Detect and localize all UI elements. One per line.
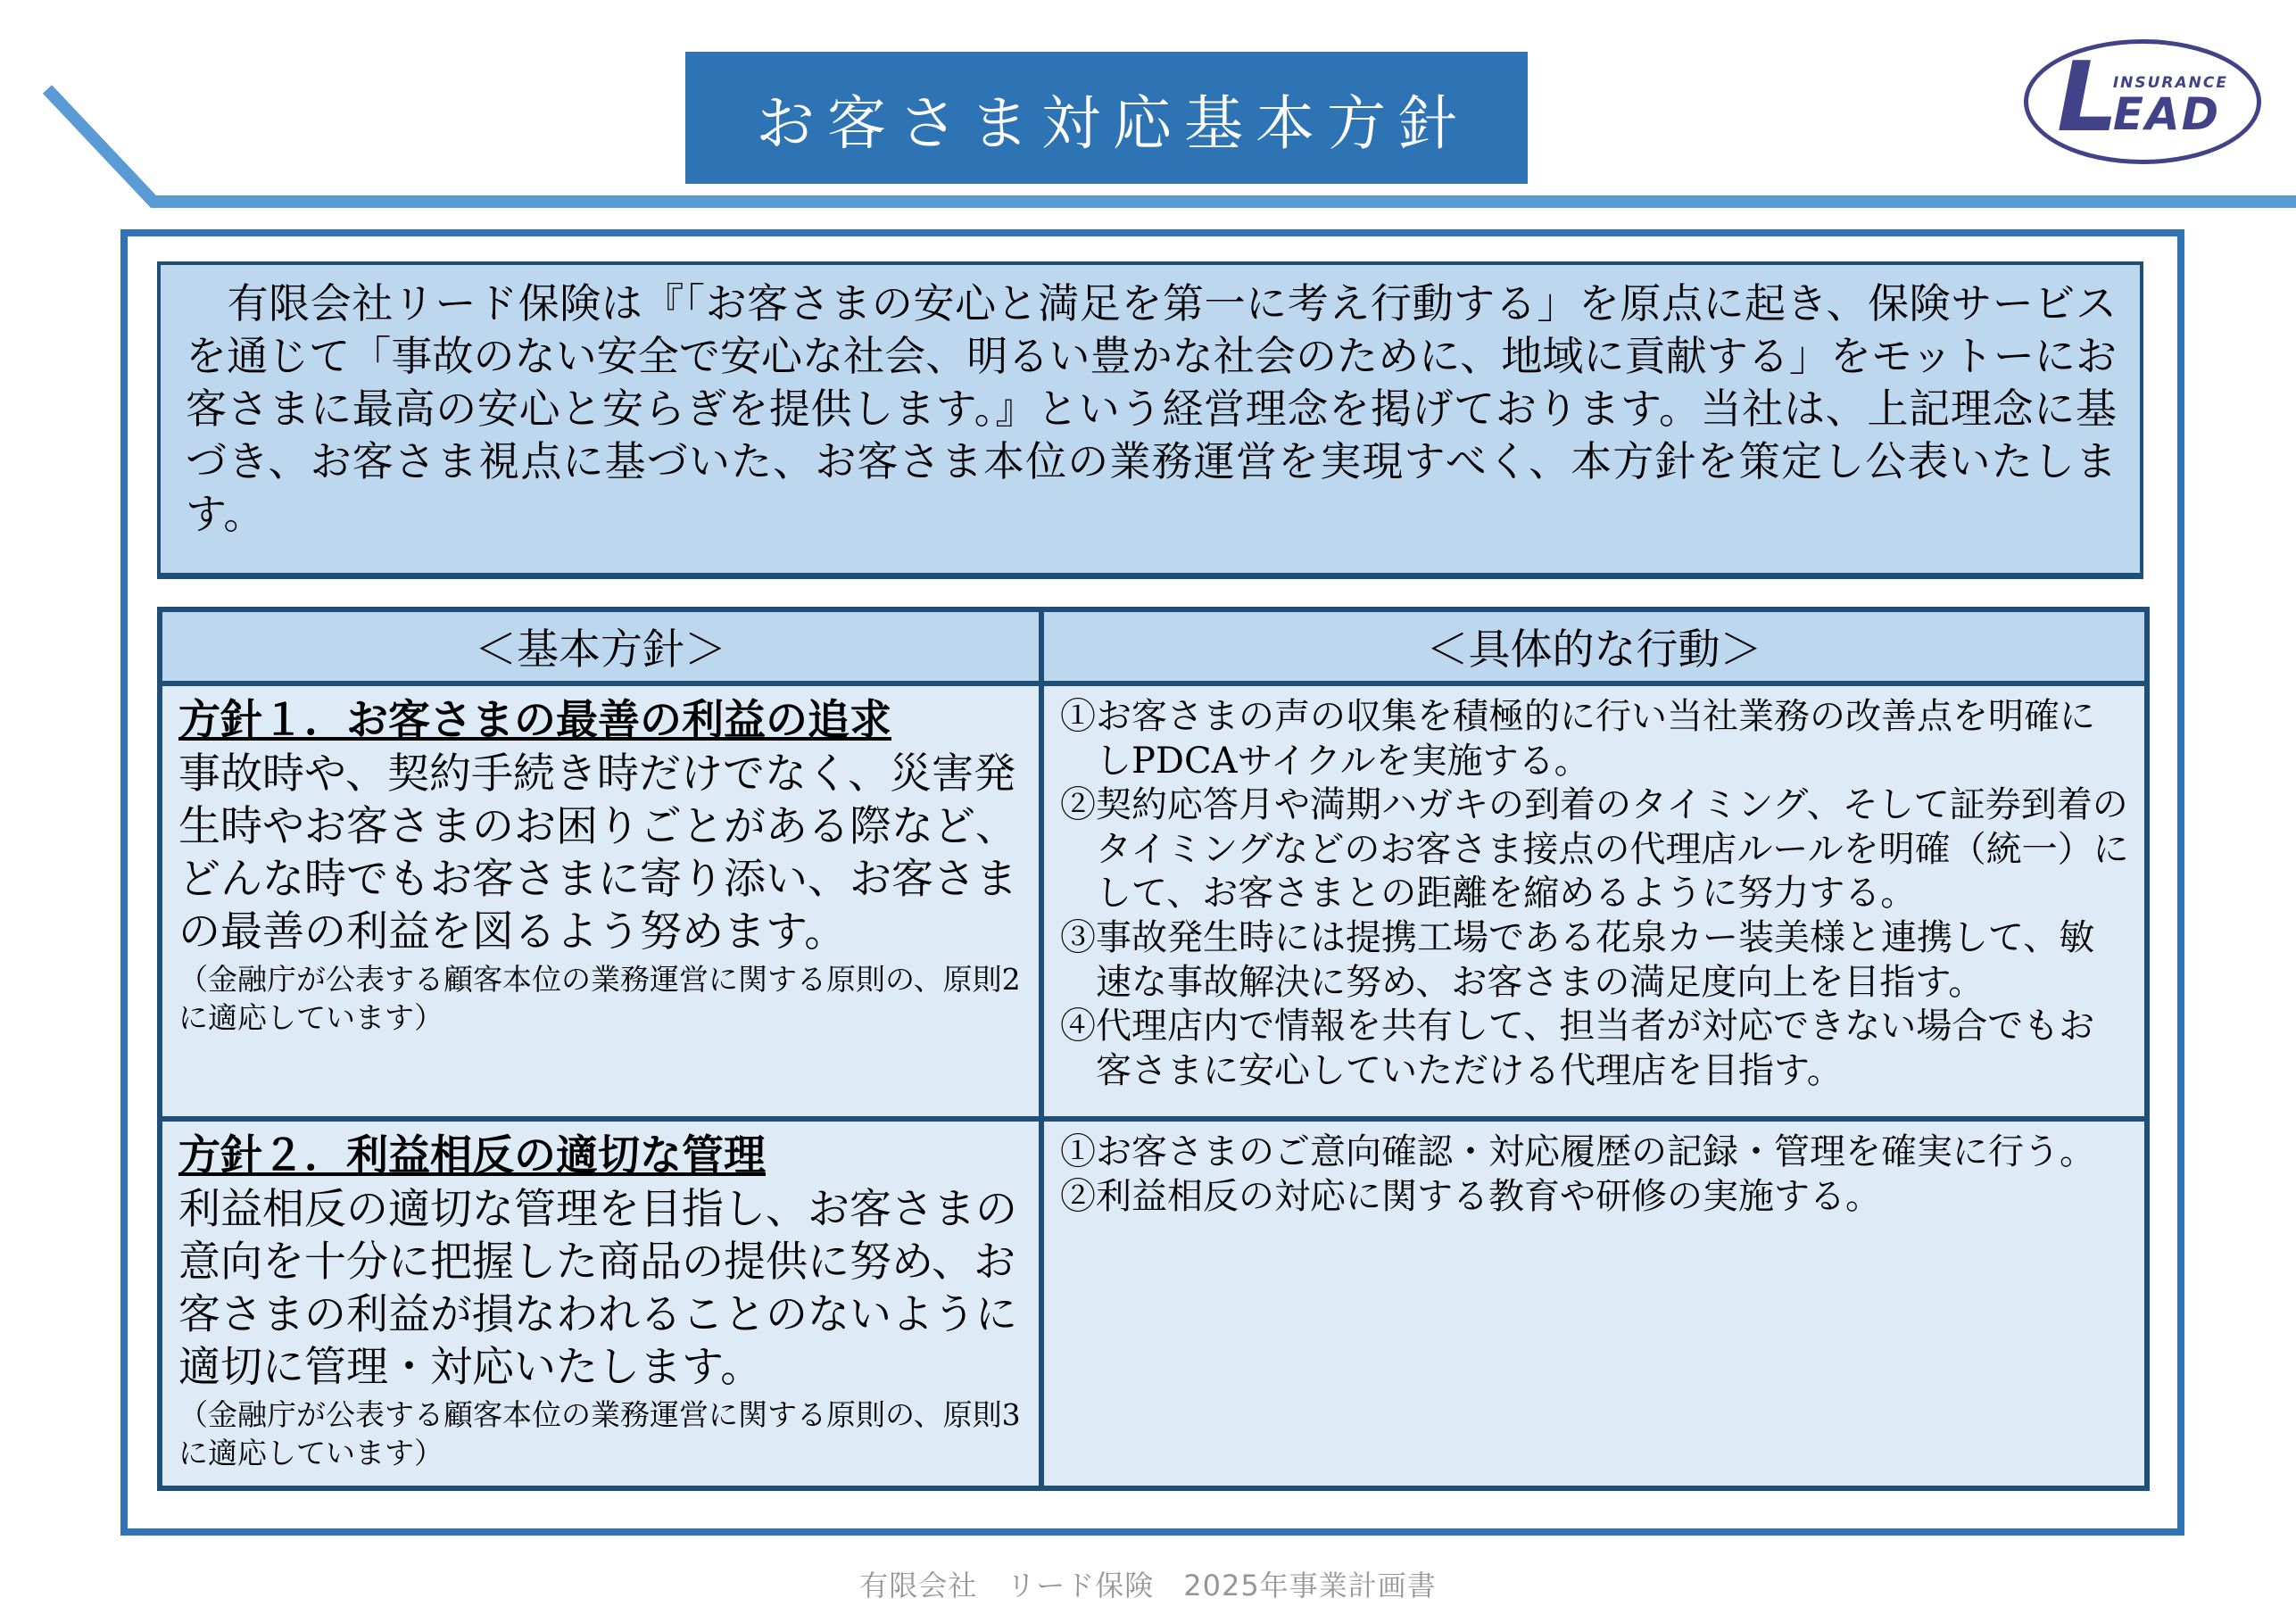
table-header-basic-policy: ＜基本方針＞ (160, 609, 1041, 683)
logo-ead-text: EAD (2112, 88, 2221, 140)
policy-2-note: （金融庁が公表する顧客本位の業務運営に関する原則の、原則3に適応しています） (178, 1396, 1021, 1470)
title-banner (685, 52, 1528, 184)
table-header-concrete-actions: ＜具体的な行動＞ (1041, 609, 2147, 683)
policy-2-cell (160, 1119, 1041, 1488)
lead-insurance-logo (2024, 39, 2261, 164)
action-item: ①お客さまの声の収集を積極的に行い当社業務の改善点を明確にしPDCAサイクルを実施する。 (1060, 696, 2095, 782)
logo-insurance-text: INSURANCE (2112, 74, 2228, 92)
page-title: お客さま対応基本方針 (756, 88, 1470, 158)
action-item: ④代理店内で情報を共有して、担当者が対応できない場合でもお客さまに安心していただける代理店を目指す。 (1060, 1006, 2095, 1091)
action-item: ③事故発生時には提携工場である花泉カー装美様と連携して、敏速な事故解決に努め、お客さまの満足度向上を目指す。 (1060, 916, 2095, 1003)
policy-1-title: 方針１．お客さまの最善の利益の追求 (178, 696, 891, 745)
footer-text: 有限会社 リード保険 2025年事業計画書 (859, 1569, 1437, 1602)
action-item: ②契約応答月や満期ハガキの到着のタイミング、そして証券到着のタイミングなどのお客さま接点の代理店ルールを明確（統一）にして、お客さまとの距離を縮めるように努力する。 (1060, 784, 2129, 915)
actions-2-list (1060, 1130, 2130, 1219)
intro-box (157, 261, 2143, 579)
actions-1-cell (1041, 683, 2147, 1119)
policy-1-note: （金融庁が公表する顧客本位の業務運営に関する原則の、原則2に適応しています） (178, 961, 1021, 1035)
action-item: ①お客さまのご意向確認・対応履歴の記録・管理を確実に行う。 (1060, 1131, 2095, 1172)
policy-2-title: 方針２．利益相反の適切な管理 (178, 1131, 766, 1180)
table-row-policy-2 (160, 1119, 2147, 1488)
actions-1-list (1060, 695, 2130, 1093)
logo-letter-l: L (2057, 42, 2118, 154)
policy-1-body: 事故時や、契約手続き時だけでなく、災害発生時やお客さまのお困りごとがある際など、どんな時でもお客さまに寄り添い、お客さまの最善の利益を図るよう努めます。 (178, 749, 1017, 957)
policy-1-cell (160, 683, 1041, 1119)
policy-2-body: 利益相反の適切な管理を目指し、お客さまの意向を十分に把握した商品の提供に努め、お客さまの利益が損なわれることのないように適切に管理・対応いたします。 (178, 1184, 1017, 1393)
action-item: ②利益相反の対応に関する教育や研修の実施する。 (1060, 1175, 1881, 1217)
intro-paragraph: 有限会社リード保険は『「お客さまの安心と満足を第一に考え行動する」を原点に起き、保険サービスを通じて「事故のない安全で安心な社会、明るい豊かな社会のために、地域に貢献する」をモットーにお客さまに最高の安心と安らぎを提供します。』という経営理念を掲げております。当社は、上記理念に基づき、お客さま視点に基づいた、お客さま本位の業務運営を実現すべく、本方針を策定し公表いたします。 (186, 279, 2117, 538)
actions-2-cell (1041, 1119, 2147, 1488)
table-header-row (160, 609, 2147, 683)
logo-wordmark (2112, 74, 2228, 140)
policy-table (157, 607, 2150, 1491)
table-row-policy-1 (160, 683, 2147, 1119)
